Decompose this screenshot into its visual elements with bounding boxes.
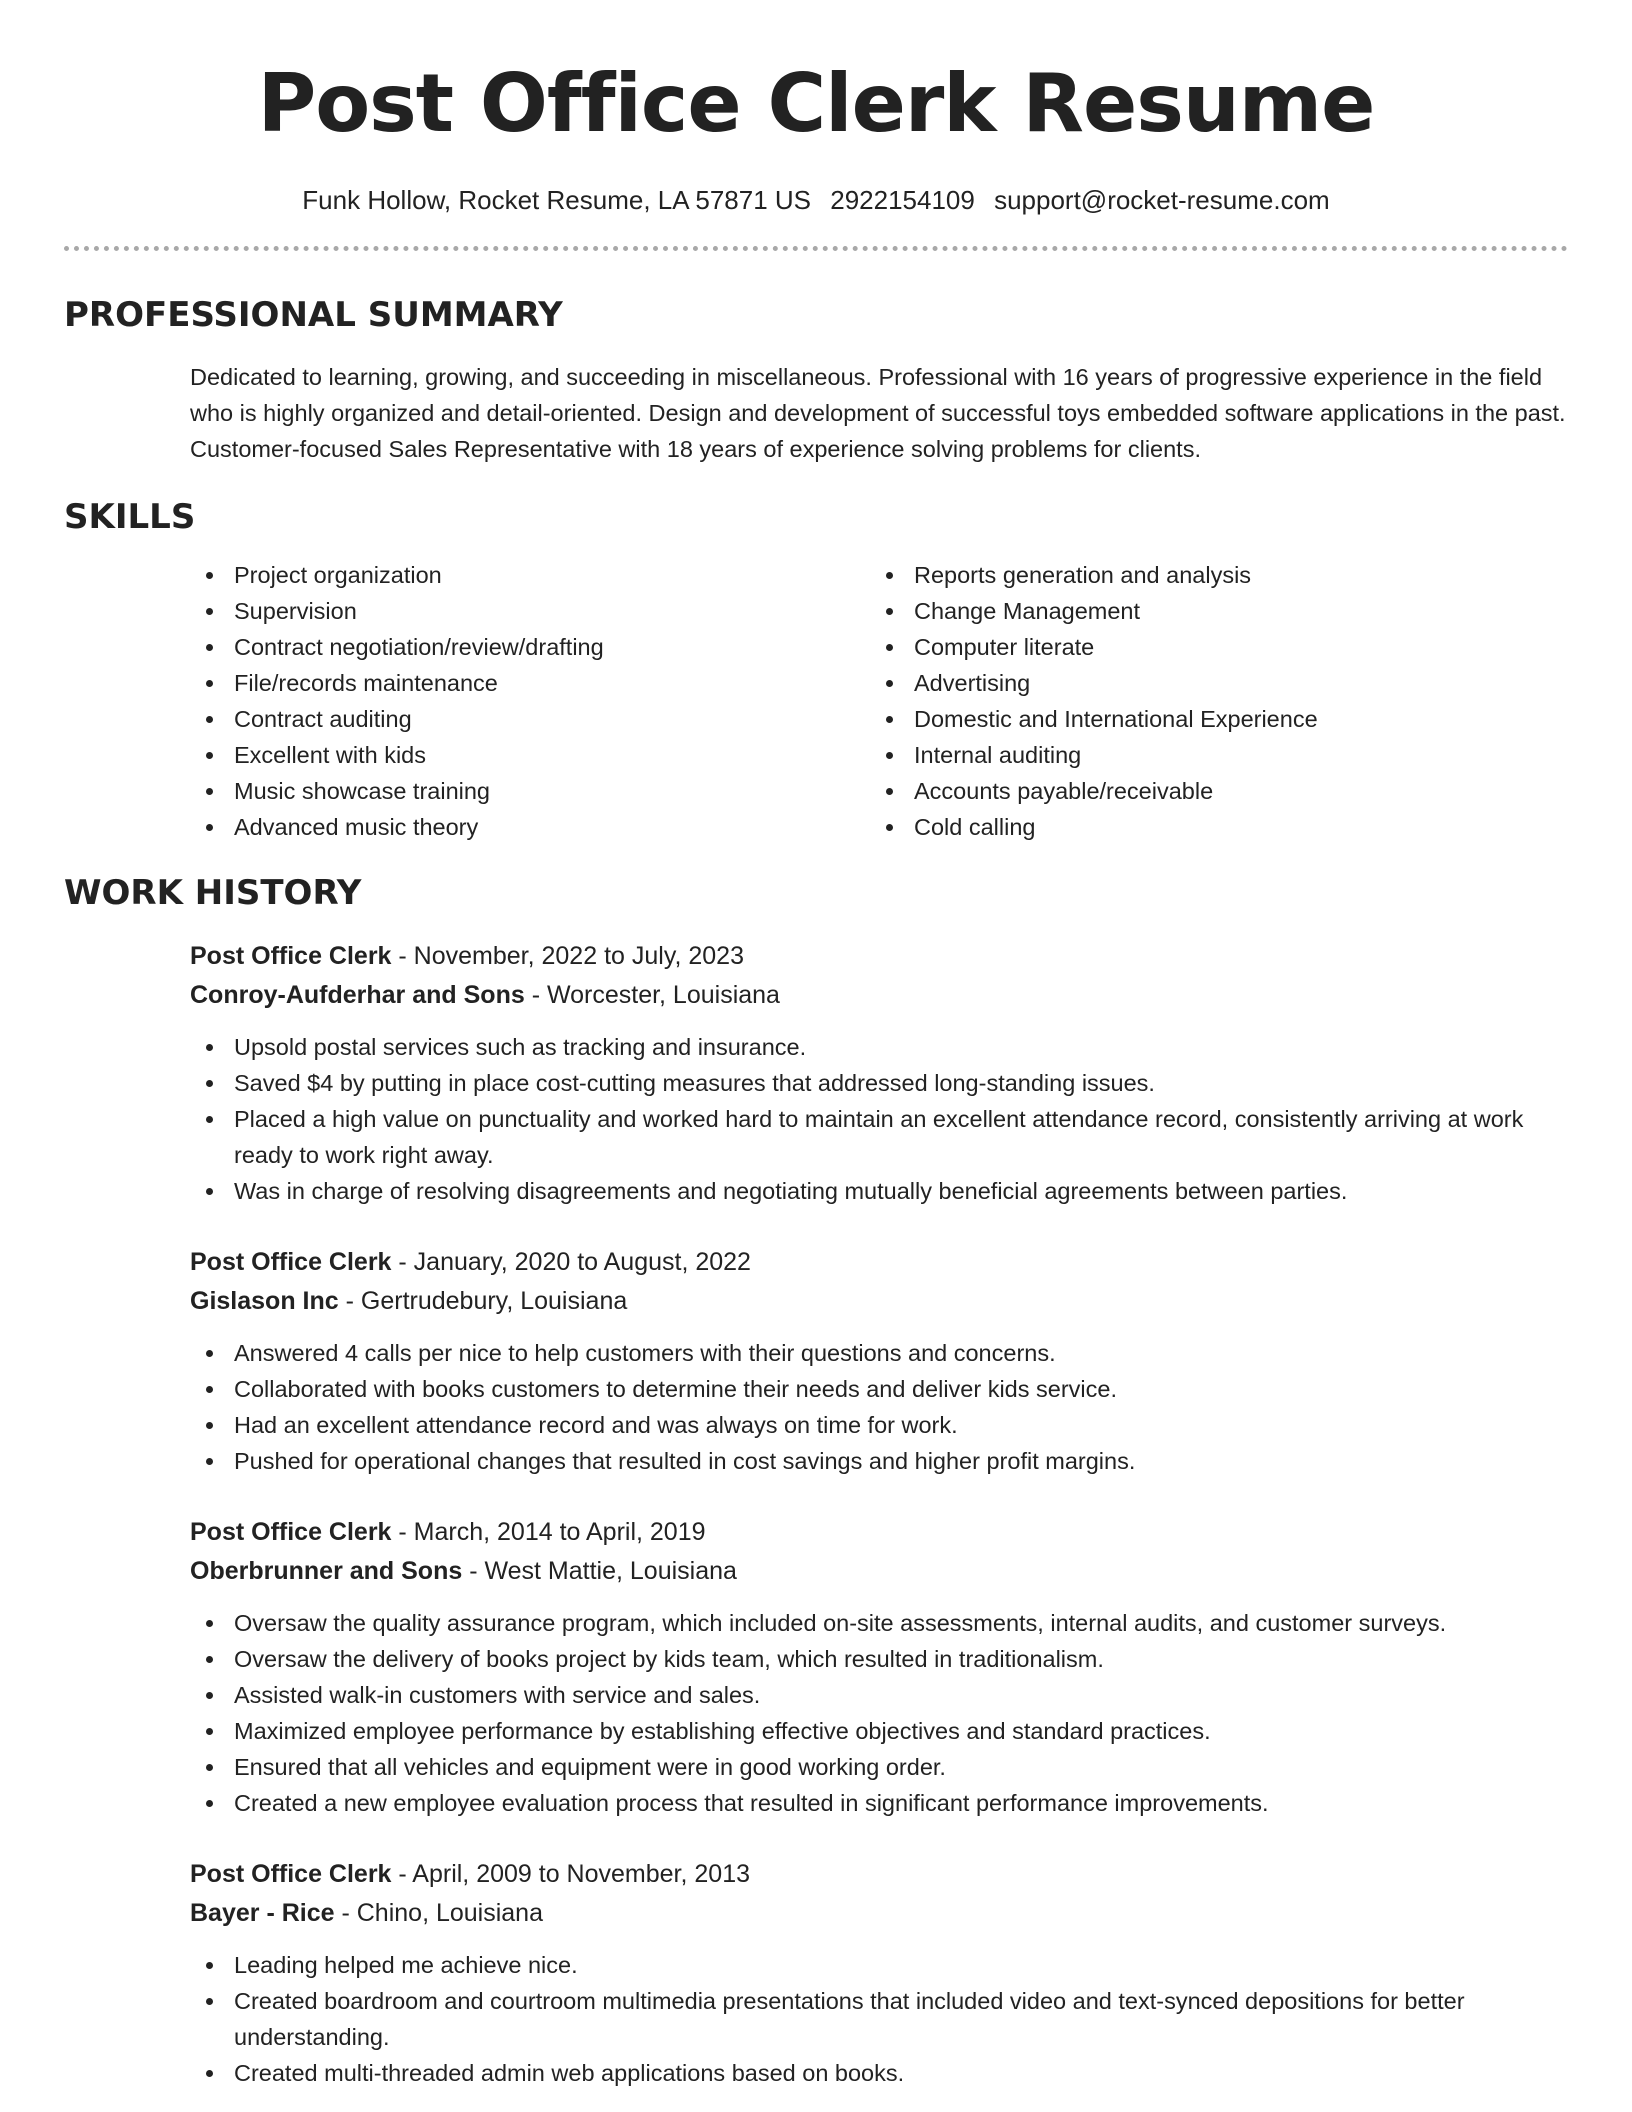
job-company-line	[190, 1552, 1568, 1591]
job-entry	[190, 1513, 1568, 1821]
skill-item: Project organization	[190, 557, 870, 593]
section-title-work-history: WORK HISTORY	[64, 873, 362, 913]
job-role-line	[190, 1513, 1568, 1552]
job-bullet: Created a new employee evaluation process that resulted in significant performance improvements.	[190, 1785, 1568, 1821]
skill-item: Cold calling	[870, 809, 1550, 845]
skill-item: Internal auditing	[870, 737, 1550, 773]
job-bullet: Upsold postal services such as tracking and insurance.	[190, 1029, 1568, 1065]
job-dates: - April, 2009 to November, 2013	[391, 1860, 750, 1888]
job-entry	[190, 1243, 1568, 1479]
skill-item: Advertising	[870, 665, 1550, 701]
skill-item: Contract auditing	[190, 701, 870, 737]
job-bullet: Saved $4 by putting in place cost-cutting measures that addressed long-standing issues.	[190, 1065, 1568, 1101]
job-bullets	[190, 1335, 1568, 1479]
skills-column-right	[870, 557, 1550, 845]
resume-title: Post Office Clerk Resume	[257, 57, 1375, 150]
job-bullet: Assisted walk-in customers with service and sales.	[190, 1677, 1568, 1713]
skill-item: Domestic and International Experience	[870, 701, 1550, 737]
job-dates: - January, 2020 to August, 2022	[391, 1248, 751, 1276]
job-bullets	[190, 1605, 1568, 1821]
job-role-line	[190, 937, 1568, 976]
job-bullet: Collaborated with books customers to determine their needs and deliver kids service.	[190, 1371, 1568, 1407]
skill-item: Computer literate	[870, 629, 1550, 665]
skill-item: Contract negotiation/review/drafting	[190, 629, 870, 665]
job-bullet: Maximized employee performance by establishing effective objectives and standard practices.	[190, 1713, 1568, 1749]
skill-item: Advanced music theory	[190, 809, 870, 845]
job-bullets	[190, 1947, 1568, 2091]
job-dates: - March, 2014 to April, 2019	[391, 1518, 706, 1546]
job-bullet: Ensured that all vehicles and equipment were in good working order.	[190, 1749, 1568, 1785]
contact-info	[64, 184, 1568, 216]
job-role: Post Office Clerk	[190, 1860, 392, 1888]
job-entry	[190, 1855, 1568, 2091]
job-location: - Chino, Louisiana	[334, 1899, 543, 1927]
skill-item: Reports generation and analysis	[870, 557, 1550, 593]
skill-item: Music showcase training	[190, 773, 870, 809]
job-company-line	[190, 976, 1568, 1015]
skill-item: Accounts payable/receivable	[870, 773, 1550, 809]
job-role: Post Office Clerk	[190, 1518, 392, 1546]
job-company: Gislason Inc	[190, 1287, 339, 1315]
job-company: Conroy-Aufderhar and Sons	[190, 981, 525, 1009]
section-title-summary: PROFESSIONAL SUMMARY	[64, 295, 563, 335]
skill-item: Excellent with kids	[190, 737, 870, 773]
job-entry	[190, 937, 1568, 1209]
job-bullet: Oversaw the delivery of books project by kids team, which resulted in traditionalism.	[190, 1641, 1568, 1677]
header-divider	[64, 246, 1568, 251]
job-company: Bayer - Rice	[190, 1899, 335, 1927]
job-bullets	[190, 1029, 1568, 1209]
contact-phone: 2922154109	[830, 185, 975, 215]
job-location: - Gertrudebury, Louisiana	[338, 1287, 628, 1315]
job-role-line	[190, 1855, 1568, 1894]
job-bullet: Created multi-threaded admin web applications based on books.	[190, 2055, 1568, 2091]
job-role-line	[190, 1243, 1568, 1282]
job-bullet: Oversaw the quality assurance program, which included on-site assessments, internal audits, and customer surveys.	[190, 1605, 1568, 1641]
skill-item: Change Management	[870, 593, 1550, 629]
job-role: Post Office Clerk	[190, 1248, 392, 1276]
resume-header	[64, 0, 1568, 216]
job-company: Oberbrunner and Sons	[190, 1557, 463, 1585]
job-bullet: Had an excellent attendance record and was always on time for work.	[190, 1407, 1568, 1443]
contact-address: Funk Hollow, Rocket Resume, LA 57871 US	[302, 185, 811, 215]
section-title-skills: SKILLS	[64, 497, 196, 537]
summary-text: Dedicated to learning, growing, and succeeding in miscellaneous. Professional with 16 years of progressive experience in the field who is highly organized and detail-oriented. Design and development of successful toys embedded software applications in the past. Customer-focused Sales Representative with 18 years of experience solving problems for clients.	[190, 364, 1566, 462]
skills-list	[190, 557, 1568, 845]
job-role: Post Office Clerk	[190, 942, 392, 970]
job-bullet: Leading helped me achieve nice.	[190, 1947, 1568, 1983]
job-company-line	[190, 1894, 1568, 1933]
job-bullet: Was in charge of resolving disagreements and negotiating mutually beneficial agreements between parties.	[190, 1173, 1568, 1209]
job-bullet: Answered 4 calls per nice to help customers with their questions and concerns.	[190, 1335, 1568, 1371]
skills-column-left	[190, 557, 870, 845]
skill-item: Supervision	[190, 593, 870, 629]
job-location: - Worcester, Louisiana	[524, 981, 780, 1009]
job-bullet: Created boardroom and courtroom multimedia presentations that included video and text-synced depositions for better understanding.	[190, 1983, 1568, 2055]
job-bullet: Pushed for operational changes that resulted in cost savings and higher profit margins.	[190, 1443, 1568, 1479]
job-dates: - November, 2022 to July, 2023	[391, 942, 744, 970]
job-bullet: Placed a high value on punctuality and worked hard to maintain an excellent attendance record, consistently arriving at work ready to work right away.	[190, 1101, 1568, 1173]
skill-item: File/records maintenance	[190, 665, 870, 701]
contact-email[interactable]: support@rocket-resume.com	[994, 185, 1330, 215]
job-company-line	[190, 1282, 1568, 1321]
job-location: - West Mattie, Louisiana	[462, 1557, 737, 1585]
